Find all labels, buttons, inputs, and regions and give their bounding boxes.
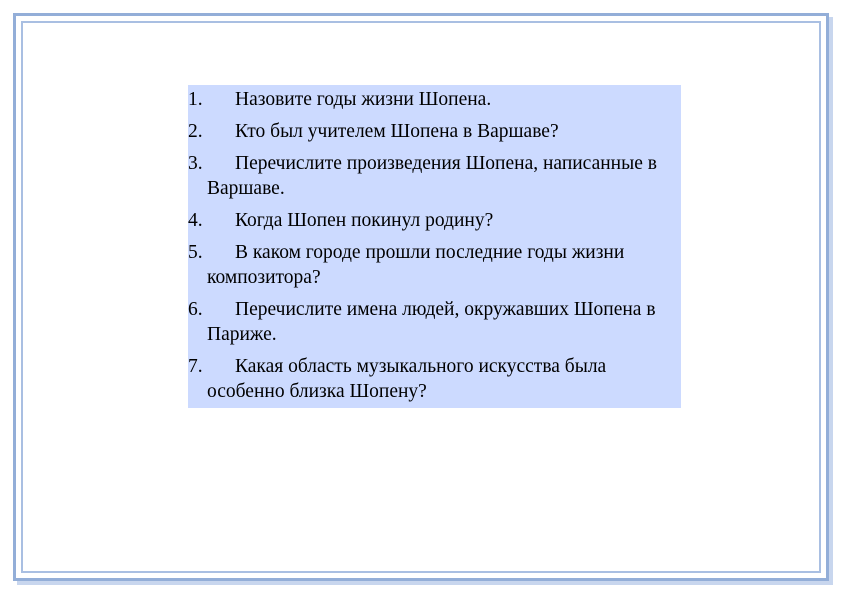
question-number: 6. (188, 299, 203, 320)
question-list (188, 87, 675, 404)
question-text: Назовите годы жизни Шопена. (235, 89, 492, 110)
question-number: 1. (188, 89, 203, 110)
question-number: 2. (188, 121, 203, 142)
question-item (188, 119, 675, 144)
question-text: Какая область музыкального искусства была особенно близка Шопену? (207, 356, 607, 402)
frame-shadow-right (829, 17, 833, 585)
question-text: В каком городе прошли последние годы жизни композитора? (207, 242, 625, 288)
frame-shadow-bottom (17, 581, 833, 585)
question-box (188, 85, 681, 408)
question-item (188, 151, 675, 201)
question-number: 5. (188, 242, 203, 263)
question-text: Перечислите имена людей, окружавших Шопена в Париже. (207, 299, 656, 345)
question-item (188, 240, 675, 290)
question-text: Когда Шопен покинул родину? (235, 210, 494, 231)
question-text: Кто был учителем Шопена в Варшаве? (235, 121, 559, 142)
question-number: 4. (188, 210, 203, 231)
question-text: Перечислите произведения Шопена, написанные в Варшаве. (207, 153, 657, 199)
question-item (188, 297, 675, 347)
question-number: 3. (188, 153, 203, 174)
question-item (188, 208, 675, 233)
question-number: 7. (188, 356, 203, 377)
question-item (188, 354, 675, 404)
question-item (188, 87, 675, 112)
